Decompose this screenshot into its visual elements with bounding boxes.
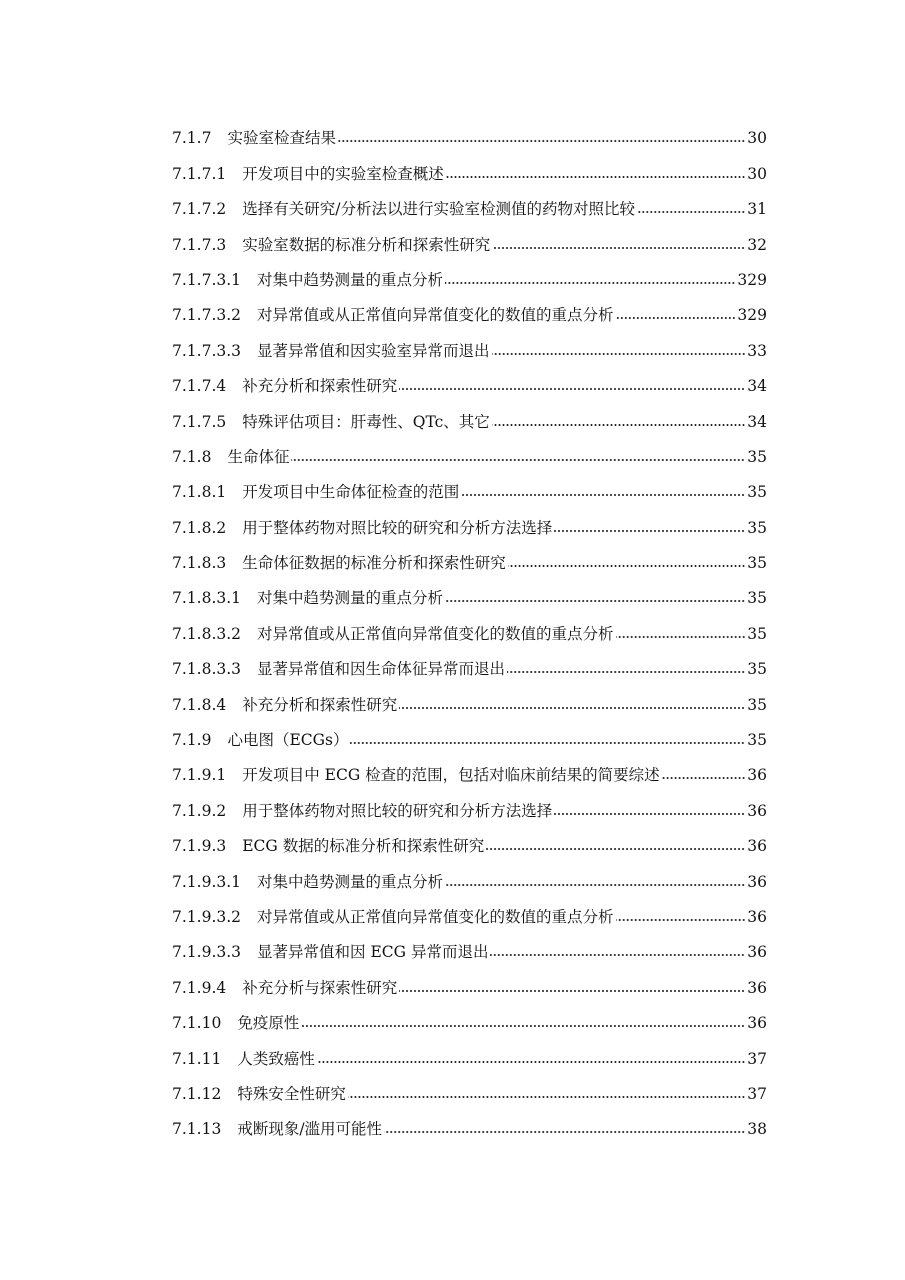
toc-entry-page-number: 329 [737, 306, 767, 325]
toc-entry-number: 7.1.7.2 [172, 200, 227, 219]
toc-dot-leader [461, 493, 745, 497]
toc-entry-number: 7.1.9.3.2 [172, 907, 242, 926]
toc-entry-page-number: 36 [747, 872, 767, 891]
toc-entry-page-number: 30 [747, 164, 767, 183]
toc-dot-leader [445, 281, 735, 285]
toc-entry[interactable] [172, 821, 767, 856]
toc-entry-page-number: 36 [747, 943, 767, 962]
toc-entry-page-number: 35 [747, 589, 767, 608]
toc-entry-title: 对集中趋势测量的重点分析 [257, 872, 444, 891]
toc-entry-title: 戒断现象/滥用可能性 [237, 1120, 383, 1139]
toc-entry-title: 实验室数据的标准分析和探索性研究 [242, 235, 491, 254]
toc-entry[interactable] [172, 962, 767, 997]
toc-dot-leader [616, 635, 746, 639]
toc-entry-title: 显著异常值和因实验室异常而退出 [257, 341, 490, 360]
toc-entry-number: 7.1.7.5 [172, 412, 227, 431]
toc-entry[interactable] [172, 785, 767, 820]
toc-entry-number: 7.1.8.3 [172, 554, 227, 573]
toc-dot-leader [554, 529, 745, 533]
toc-entry-title: 选择有关研究/分析法以进行实验室检测值的药物对照比较 [242, 200, 635, 219]
toc-dot-leader [384, 1130, 745, 1134]
toc-entry-number: 7.1.9.3.1 [172, 872, 242, 891]
toc-entry[interactable] [172, 396, 767, 431]
toc-entry[interactable] [172, 715, 767, 750]
toc-entry-number: 7.1.7.3.2 [172, 306, 242, 325]
toc-dot-leader [445, 599, 745, 603]
toc-entry-number: 7.1.8.3.2 [172, 624, 242, 643]
toc-dot-leader [338, 139, 745, 143]
toc-entry-number: 7.1.8.4 [172, 695, 227, 714]
toc-entry[interactable] [172, 467, 767, 502]
toc-entry[interactable] [172, 927, 767, 962]
toc-entry-number: 7.1.8.3.1 [172, 589, 242, 608]
toc-entry-number: 7.1.7.1 [172, 164, 227, 183]
toc-entry-number: 7.1.8.1 [172, 483, 227, 502]
toc-entry[interactable] [172, 255, 767, 290]
toc-entry[interactable] [172, 1033, 767, 1068]
toc-dot-leader [490, 953, 745, 957]
toc-entry-page-number: 36 [747, 766, 767, 785]
toc-entry-page-number: 35 [747, 554, 767, 573]
toc-entry-page-number: 35 [747, 731, 767, 750]
toc-entry-page-number: 38 [747, 1120, 767, 1139]
toc-dot-leader [554, 812, 745, 816]
toc-dot-leader [616, 918, 746, 922]
toc-entry-number: 7.1.9 [172, 731, 212, 750]
toc-entry-number: 7.1.9.1 [172, 766, 227, 785]
toc-entry[interactable] [172, 361, 767, 396]
toc-dot-leader [492, 352, 746, 356]
toc-entry-number: 7.1.8 [172, 447, 212, 466]
toc-entry-number: 7.1.7 [172, 129, 212, 148]
toc-entry[interactable] [172, 184, 767, 219]
toc-entry-number: 7.1.13 [172, 1120, 222, 1139]
toc-entry-page-number: 35 [747, 447, 767, 466]
toc-entry-title: ECG 数据的标准分析和探索性研究 [242, 837, 485, 856]
toc-entry-title: 特殊安全性研究 [237, 1084, 346, 1103]
toc-entry[interactable] [172, 219, 767, 254]
toc-entry-number: 7.1.11 [172, 1049, 222, 1068]
toc-entry-number: 7.1.9.3.3 [172, 943, 242, 962]
toc-entry[interactable] [172, 608, 767, 643]
toc-dot-leader [399, 706, 745, 710]
toc-entry-page-number: 37 [747, 1084, 767, 1103]
toc-entry-page-number: 36 [747, 801, 767, 820]
toc-entry-page-number: 329 [737, 270, 767, 289]
toc-entry-number: 7.1.10 [172, 1014, 222, 1033]
toc-dot-leader [637, 210, 745, 214]
toc-entry-title: 对集中趋势测量的重点分析 [257, 589, 444, 608]
toc-entry-page-number: 33 [747, 341, 767, 360]
toc-entry-title: 用于整体药物对照比较的研究和分析方法选择 [242, 518, 553, 537]
toc-entry-page-number: 37 [747, 1049, 767, 1068]
toc-entry-page-number: 35 [747, 660, 767, 679]
toc-dot-leader [616, 316, 736, 320]
toc-entry-title: 对异常值或从正常值向异常值变化的数值的重点分析 [257, 306, 614, 325]
toc-entry[interactable] [172, 892, 767, 927]
toc-entry-number: 7.1.9.3 [172, 837, 227, 856]
toc-entry-title: 生命体征 [227, 447, 290, 466]
toc-entry-title: 显著异常值和因生命体征异常而退出 [257, 660, 506, 679]
toc-entry-page-number: 35 [747, 624, 767, 643]
toc-entry-title: 补充分析和探索性研究 [242, 695, 398, 714]
toc-entry-number: 7.1.7.3.3 [172, 341, 242, 360]
toc-dot-leader [350, 741, 745, 745]
toc-entry-number: 7.1.9.2 [172, 801, 227, 820]
toc-entry[interactable] [172, 679, 767, 714]
table-of-contents [172, 113, 767, 1139]
toc-entry-title: 开发项目中 ECG 检查的范围，包括对临床前结果的简要综述 [242, 766, 660, 785]
toc-entry-number: 7.1.7.3.1 [172, 270, 242, 289]
toc-entry-page-number: 32 [747, 235, 767, 254]
toc-entry[interactable] [172, 538, 767, 573]
toc-entry[interactable] [172, 113, 767, 148]
toc-dot-leader [492, 246, 745, 250]
toc-entry-title: 心电图（ECGs） [227, 731, 349, 750]
toc-entry-number: 7.1.7.4 [172, 377, 227, 396]
toc-entry-page-number: 36 [747, 1014, 767, 1033]
toc-entry[interactable] [172, 998, 767, 1033]
toc-entry[interactable] [172, 1104, 767, 1139]
toc-entry-title: 实验室检查结果 [227, 129, 336, 148]
toc-entry-number: 7.1.12 [172, 1084, 222, 1103]
toc-entry-number: 7.1.9.4 [172, 978, 227, 997]
toc-entry-page-number: 36 [747, 978, 767, 997]
toc-entry[interactable] [172, 573, 767, 608]
toc-dot-leader [507, 670, 745, 674]
toc-entry-page-number: 35 [747, 695, 767, 714]
toc-entry[interactable] [172, 856, 767, 891]
toc-entry-title: 特殊评估项目：肝毒性、QTc、其它 [242, 412, 490, 431]
toc-dot-leader [492, 423, 746, 427]
toc-dot-leader [508, 564, 746, 568]
toc-entry-number: 7.1.8.2 [172, 518, 227, 537]
toc-entry-title: 用于整体药物对照比较的研究和分析方法选择 [242, 801, 553, 820]
toc-entry-page-number: 31 [747, 200, 767, 219]
toc-dot-leader [301, 1024, 745, 1028]
toc-dot-leader [291, 458, 745, 462]
toc-entry-title: 开发项目中生命体征检查的范围 [242, 483, 460, 502]
toc-entry[interactable] [172, 432, 767, 467]
toc-dot-leader [399, 387, 745, 391]
toc-entry-page-number: 30 [747, 129, 767, 148]
toc-entry[interactable] [172, 148, 767, 183]
toc-entry-page-number: 35 [747, 518, 767, 537]
toc-dot-leader [399, 989, 745, 993]
toc-entry[interactable] [172, 750, 767, 785]
toc-entry-title: 免疫原性 [237, 1014, 300, 1033]
toc-entry-title: 人类致癌性 [237, 1049, 315, 1068]
toc-entry-page-number: 35 [747, 483, 767, 502]
toc-entry-page-number: 34 [747, 412, 767, 431]
toc-dot-leader [348, 1095, 745, 1099]
toc-entry-title: 开发项目中的实验室检查概述 [242, 164, 444, 183]
toc-entry[interactable] [172, 325, 767, 360]
toc-entry-number: 7.1.7.3 [172, 235, 227, 254]
toc-dot-leader [486, 847, 745, 851]
toc-dot-leader [445, 883, 745, 887]
toc-entry-title: 生命体征数据的标准分析和探索性研究 [242, 554, 506, 573]
toc-dot-leader [662, 776, 746, 780]
toc-dot-leader [446, 175, 746, 179]
toc-entry-page-number: 34 [747, 377, 767, 396]
toc-entry-title: 显著异常值和因 ECG 异常而退出 [257, 943, 489, 962]
toc-entry[interactable] [172, 290, 767, 325]
toc-entry-title: 补充分析与探索性研究 [242, 978, 398, 997]
toc-entry[interactable] [172, 644, 767, 679]
toc-entry[interactable] [172, 1069, 767, 1104]
toc-dot-leader [317, 1060, 745, 1064]
toc-entry-title: 对异常值或从正常值向异常值变化的数值的重点分析 [257, 624, 614, 643]
toc-entry-title: 对集中趋势测量的重点分析 [257, 270, 444, 289]
toc-entry-title: 补充分析和探索性研究 [242, 377, 398, 396]
toc-entry-number: 7.1.8.3.3 [172, 660, 242, 679]
toc-entry-page-number: 36 [747, 907, 767, 926]
toc-entry[interactable] [172, 502, 767, 537]
toc-entry-title: 对异常值或从正常值向异常值变化的数值的重点分析 [257, 907, 614, 926]
toc-entry-page-number: 36 [747, 837, 767, 856]
